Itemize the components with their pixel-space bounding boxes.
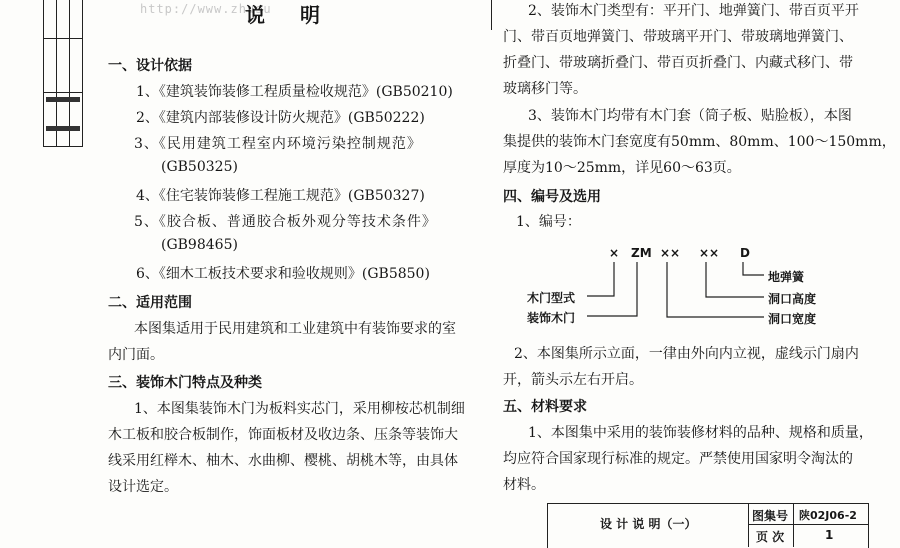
- atlas-number-label: 图集号: [752, 509, 789, 523]
- paragraph-line: 1、本图集中采用的装饰装修材料的品种、规格和质量，: [528, 425, 873, 441]
- code-token-height: ××: [699, 246, 720, 260]
- list-item: 5、《胶合板、普通胶合板外观分等技术条件》: [134, 214, 437, 230]
- paragraph-line: 2、装饰木门类型有：平开门、地弹簧门、带百页平开: [528, 3, 859, 19]
- section-heading-scope: 二、适用范围: [108, 295, 192, 311]
- list-item: (GB50325): [161, 159, 238, 175]
- title-block-divider: [793, 503, 794, 547]
- paragraph-line: 材料。: [503, 477, 545, 493]
- paragraph-line: 内门面。: [108, 347, 164, 363]
- paragraph-line: 线采用红榉木、柚木、水曲柳、樱桃、胡桃木等，由具体: [108, 453, 458, 469]
- paragraph-line: 3、装饰木门均带有木门套（筒子板、贴脸板），本图: [528, 108, 852, 124]
- code-token-zm: ZM: [631, 246, 652, 260]
- numbering-sub: 1、编号：: [516, 214, 581, 230]
- paragraph-line: 集提供的装饰木门套宽度有50mm、80mm、100～150mm，: [503, 134, 896, 150]
- atlas-number-value: 陕02J06-2: [799, 509, 857, 522]
- leader-decor: [587, 262, 637, 316]
- list-item: 1、《建筑装饰装修工程质量检收规范》(GB50210): [136, 84, 453, 100]
- section-heading-design-basis: 一、设计依据: [108, 58, 192, 74]
- code-token-d: D: [740, 246, 750, 260]
- paragraph-line: 厚度为10～25mm，详见60～63页。: [503, 160, 741, 176]
- paragraph-line: 设计选定。: [108, 479, 178, 495]
- leader-spring: [743, 262, 764, 275]
- page-title: 说 明: [245, 3, 334, 27]
- paragraph-line: 本图集适用于民用建筑和工业建筑中有装饰要求的室: [134, 321, 456, 337]
- paragraph-line: 木工板和胶合板制作，饰面板材及收边条、压条等装饰大: [108, 427, 458, 443]
- paragraph-line: 2、本图集所示立面，一律由外向内立视，虚线示门扇内: [514, 346, 859, 362]
- paragraph-line: 开，箭头示左右开启。: [503, 372, 643, 388]
- watermark-url: http://www.zhusu: [140, 2, 272, 16]
- code-label-spring: 地弹簧: [768, 270, 805, 284]
- code-label-height: 洞口高度: [768, 292, 817, 306]
- paragraph-line: 门、带百页地弹簧门、带玻璃平开门、带玻璃地弹簧门、: [503, 29, 853, 45]
- paragraph-line: 玻璃移门等。: [503, 81, 587, 97]
- code-label-width: 洞口宽度: [768, 312, 817, 326]
- list-item: 2、《建筑内部装修设计防火规范》(GB50222): [136, 110, 425, 126]
- section-heading-numbering: 四、编号及选用: [503, 189, 601, 205]
- list-item: 4、《住宅装饰装修工程施工规范》(GB50327): [136, 188, 425, 204]
- paragraph-line: 均应符合国家现行标准的规定。严禁使用国家明令淘汰的: [503, 451, 853, 467]
- paragraph-line: 折叠门、带玻璃折叠门、带百页折叠门、内藏式移门、带: [503, 55, 853, 71]
- list-item: (GB98465): [161, 237, 238, 253]
- paragraph-line: 1、本图集装饰木门为板料实芯门，采用柳桉芯机制细: [134, 401, 465, 417]
- drawing-title: 设 计 说 明（一）: [600, 517, 697, 531]
- page-number-value: 1: [825, 528, 834, 542]
- leader-width: [667, 262, 764, 317]
- section-heading-materials: 五、材料要求: [503, 399, 587, 415]
- list-item: 6、《细木工板技术要求和验收规则》(GB5850): [136, 266, 430, 282]
- code-token-type: ×: [609, 246, 620, 260]
- code-label-decor: 装饰木门: [527, 311, 576, 325]
- title-block-divider: [748, 524, 868, 525]
- title-block-divider: [748, 503, 749, 547]
- list-item: 3、《民用建筑工程室内环境污染控制规范》: [134, 136, 422, 152]
- section-heading-features: 三、装饰木门特点及种类: [108, 375, 262, 391]
- leader-height: [706, 262, 764, 297]
- leader-type: [587, 262, 614, 296]
- code-token-width: ××: [660, 246, 681, 260]
- code-label-type: 木门型式: [527, 291, 576, 305]
- page-number-label: 页 次: [756, 530, 785, 544]
